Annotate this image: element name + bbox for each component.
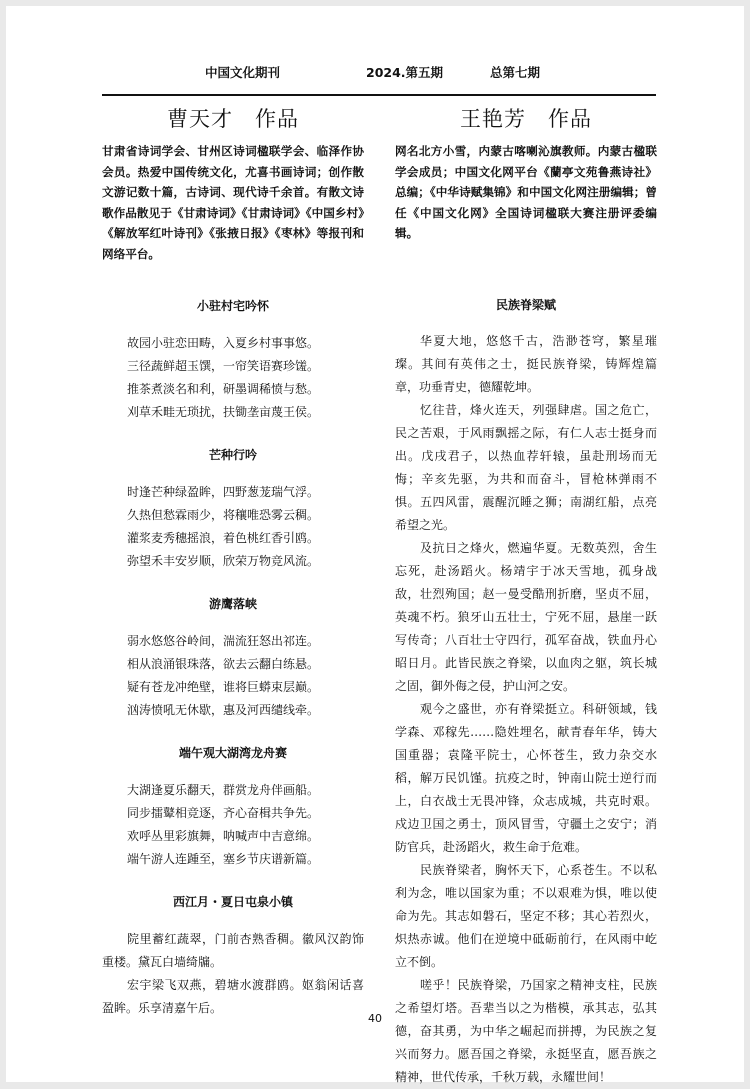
fu-paragraph: 嗟乎！民族脊梁，乃国家之精神支柱，民族之希望灯塔。吾辈当以之为楷模，承其志，弘其德，奋其勇，为中华之崛起而拼搏，为民族之复兴而努力。愿吾国之脊梁，永挺坚直，愿吾族之精神，世代传承，千秋万载，永耀世间！ xyxy=(395,977,657,1084)
poem-title: 游鹰落峡 xyxy=(208,596,257,611)
poem-body xyxy=(102,332,364,424)
fu-paragraph: 华夏大地，悠悠千古，浩渺苍穹，繁星璀璨。其间有英伟之士，挺民族脊梁，铸辉煌篇章，功垂青史，德耀乾坤。 xyxy=(395,333,657,394)
right-column xyxy=(395,102,657,1089)
poem-line: 弥望禾丰安岁顺，欣荣万物竞风流。 xyxy=(127,553,320,568)
ci-body xyxy=(102,928,364,1020)
page xyxy=(6,6,744,1082)
total-issue-label: 总第七期 xyxy=(490,65,541,80)
poem-line: 久热但愁霖雨少，将穰唯恐雾云稠。 xyxy=(127,507,320,522)
poem-line: 刈草禾畦无琐扰，扶锄垄亩蔑王侯。 xyxy=(127,404,320,419)
author-heading-right: 王艳芳 作品 xyxy=(460,107,592,131)
poem-line: 疑有苍龙冲绝壁，谁将巨蟒束层巅。 xyxy=(127,679,320,694)
fu-paragraph: 忆往昔，烽火连天，列强肆虐。国之危亡，民之苦艰，于风雨飘摇之际，有仁人志士挺身而出。戊戌君子，以热血荐轩辕，虽赴刑场而无悔；辛亥先驱，为共和而奋斗，冒枪林弹雨不惧。五四风雷，震醒沉睡之狮；南湖红船，点亮希望之光。 xyxy=(395,402,657,532)
fu-paragraph: 观今之盛世，亦有脊梁挺立。科研领域，钱学森、邓稼先……隐姓埋名，献青春年华，铸大国重器；袁隆平院士，心怀苍生，致力杂交水稻，解万民饥馑。抗疫之时，钟南山院士逆行而上，白衣战士无畏冲锋，众志成城，共克时艰。戍边卫国之勇士，顶风冒雪，守疆土之安宁；消防官兵，赴汤蹈火，救生命于危难。 xyxy=(395,701,657,854)
poem-line: 大湖逢夏乐翻天，群赏龙舟伴画船。 xyxy=(127,782,320,797)
poem-body xyxy=(102,779,364,871)
running-header xyxy=(6,63,744,87)
ci-title: 西江月・夏日屯泉小镇 xyxy=(172,894,293,909)
poem-body xyxy=(102,630,364,722)
ci-paragraph: 院里蓄红蔬翠，门前杏熟香稠。徽风汉韵饰重楼。黛瓦白墙绮牖。 xyxy=(102,931,364,969)
fu-body xyxy=(395,330,657,1089)
poem-line: 故园小驻恋田畴，入夏乡村事事悠。 xyxy=(127,335,320,350)
poem-title: 端午观大湖湾龙舟赛 xyxy=(178,745,287,760)
fu-paragraph: 民族脊梁者，胸怀天下，心系苍生。不以私利为念，唯以国家为重；不以艰难为惧，唯以使命为先。其志如磐石，坚定不移；其心若烈火，炽热赤诚。他们在逆境中砥砺前行，在风雨中屹立不倒。 xyxy=(395,862,657,969)
poem-line: 汹涛愤吼无休歇，惠及河西缱线牵。 xyxy=(127,702,320,717)
poem-line: 灌浆麦秀穗摇浪，着色桃红香引鸥。 xyxy=(127,530,320,545)
issue-label: 2024.第五期 xyxy=(366,65,444,80)
left-column xyxy=(102,102,364,1020)
poem-line: 同步擂鼙相竞逐，齐心奋楫共争先。 xyxy=(127,805,320,820)
poem-title: 小驻村宅吟怀 xyxy=(196,298,269,313)
poem-line: 端午游人连踵至，塞乡节庆谱新篇。 xyxy=(127,851,320,866)
poem-body xyxy=(102,481,364,573)
poem-line: 弱水悠悠谷岭间，湍流狂怒出祁连。 xyxy=(127,633,320,648)
poem-line: 欢呼丛里彩旗舞，呐喊声中吉意绵。 xyxy=(127,828,320,843)
poem-line: 相从浪涌银珠落，欲去云翻白练悬。 xyxy=(127,656,320,671)
page-number: 40 xyxy=(368,1012,382,1025)
fu-paragraph: 及抗日之烽火，燃遍华夏。无数英烈，舍生忘死，赴汤蹈火。杨靖宇于冰天雪地，孤身战敌，壮烈殉国；赵一曼受酷刑折磨，坚贞不屈，英魂不朽。狼牙山五壮士，宁死不屈，悬崖一跃写传奇；八百壮士守四行，孤军奋战，铁血丹心昭日月。此皆民族之脊梁，以血肉之躯，筑长城之固，御外侮之侵，护山河之安。 xyxy=(395,540,657,693)
poem-title: 芒种行吟 xyxy=(208,447,257,462)
author-bio-left: 甘肃省诗词学会、甘州区诗词楹联学会、临泽作协会员。热爱中国传统文化，尤喜书画诗词；创作散文游记数十篇，古诗词、现代诗千余首。有散文诗歌作品散见于《甘肃诗词》《甘肃诗词》《中国乡村》《解放军红叶诗刊》《张掖日报》《枣林》等报刊和网络平台。 xyxy=(102,144,364,261)
poem-line: 三径蔬鲜超玉馔，一帘笑语赛珍馐。 xyxy=(127,358,320,373)
fu-title: 民族脊梁赋 xyxy=(495,297,556,312)
poem-line: 推茶煮淡名和利，研墨调稀愤与愁。 xyxy=(127,381,320,396)
author-heading-left: 曹天才 作品 xyxy=(167,107,299,131)
ci-paragraph: 宏宇梁飞双燕，碧塘水渡群鸥。妪翁闲话喜盈眸。乐享清嘉午后。 xyxy=(102,977,364,1015)
author-bio-right: 网名北方小雪，内蒙古喀喇沁旗教师。内蒙古楹联学会成员；中国文化网平台《蘭亭文苑鲁燕诗社》总编；《中华诗赋集锦》和中国文化网注册编辑；曾任《中国文化网》全国诗词楹联大赛注册评委编辑。 xyxy=(395,144,657,241)
journal-name: 中国文化期刊 xyxy=(205,65,281,80)
poem-line: 时逢芒种绿盈眸，四野葱茏瑞气浮。 xyxy=(127,484,320,499)
header-rule xyxy=(102,94,656,96)
